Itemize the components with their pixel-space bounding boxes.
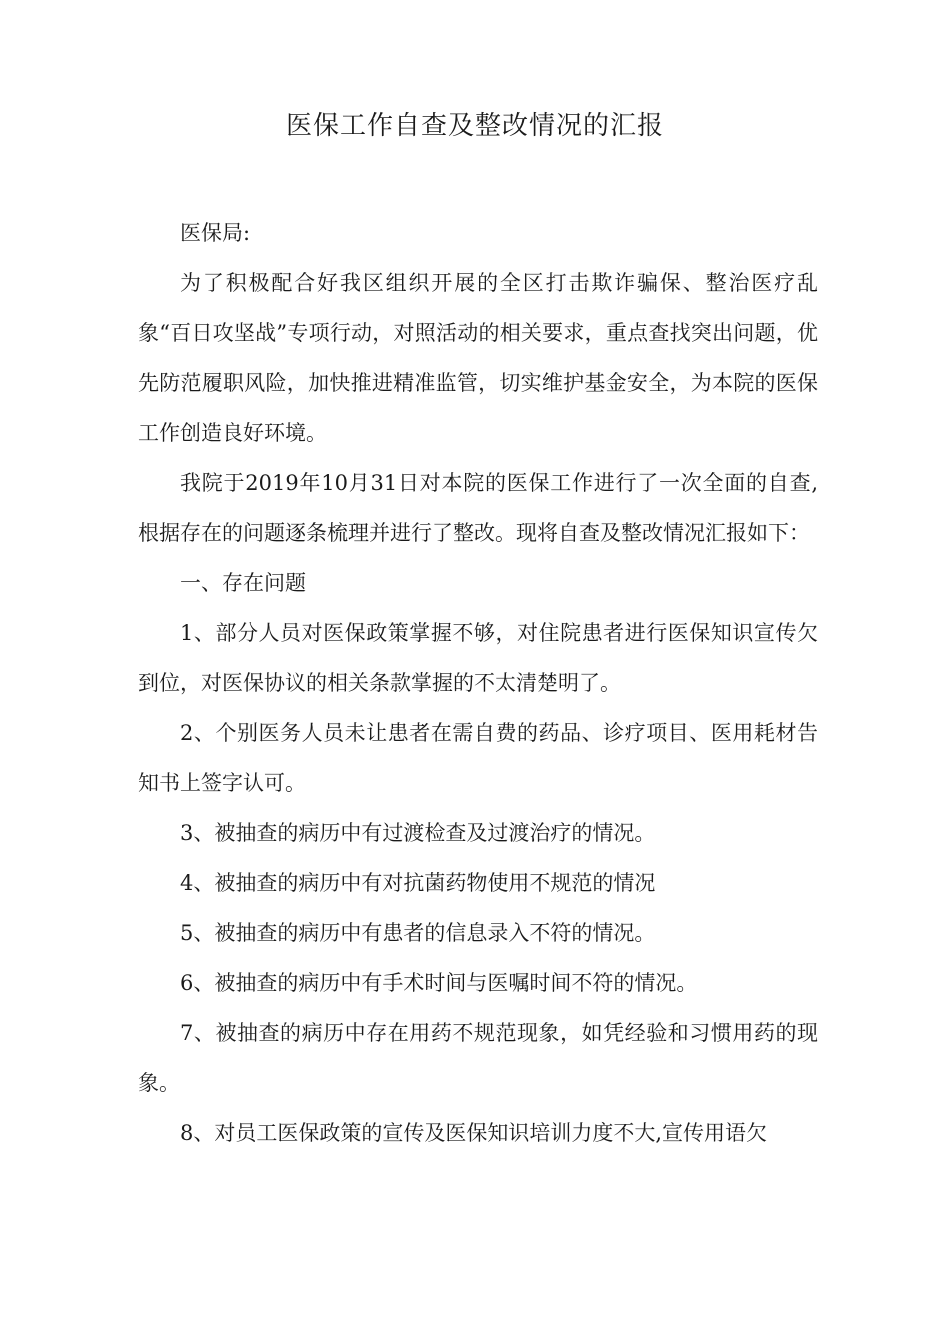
problem-item-1: 1、部分人员对医保政策掌握不够，对住院患者进行医保知识宣传欠到位，对医保协议的相关条款掌握的不太清楚明了。 (138, 621, 818, 695)
paragraph-intro: 为了积极配合好我区组织开展的全区打击欺诈骗保、整治医疗乱象“百日攻坚战”专项行动，对照活动的相关要求，重点查找突出问题，优先防范履职风险，加快推进精准监管，切实维护基金安全，为本院的医保工作创造良好环境。 (138, 271, 818, 445)
problem-item-3: 3、被抽查的病历中有过渡检查及过渡治疗的情况。 (180, 821, 656, 845)
problem-item-6: 6、被抽查的病历中有手术时间与医嘱时间不符的情况。 (180, 971, 698, 995)
problem-item-4: 4、被抽查的病历中有对抗菌药物使用不规范的情况 (180, 871, 656, 895)
document-body (138, 208, 818, 1158)
problem-item-5: 5、被抽查的病历中有患者的信息录入不符的情况。 (180, 921, 656, 945)
document-title: 医保工作自查及整改情况的汇报 (285, 111, 664, 141)
salutation: 医保局: (180, 221, 251, 245)
paragraph-self-check: 我院于2019年10月31日对本院的医保工作进行了一次全面的自查,根据存在的问题逐条梳理并进行了整改。现将自查及整改情况汇报如下： (138, 471, 818, 545)
problem-item-8: 8、对员工医保政策的宣传及医保知识培训力度不大,宣传用语欠 (180, 1121, 768, 1145)
section-heading-problems: 一、存在问题 (180, 571, 306, 595)
problem-item-2: 2、个别医务人员未让患者在需自费的药品、诊疗项目、医用耗材告知书上签字认可。 (138, 721, 818, 795)
problem-item-7: 7、被抽查的病历中存在用药不规范现象，如凭经验和习惯用药的现象。 (138, 1021, 818, 1095)
